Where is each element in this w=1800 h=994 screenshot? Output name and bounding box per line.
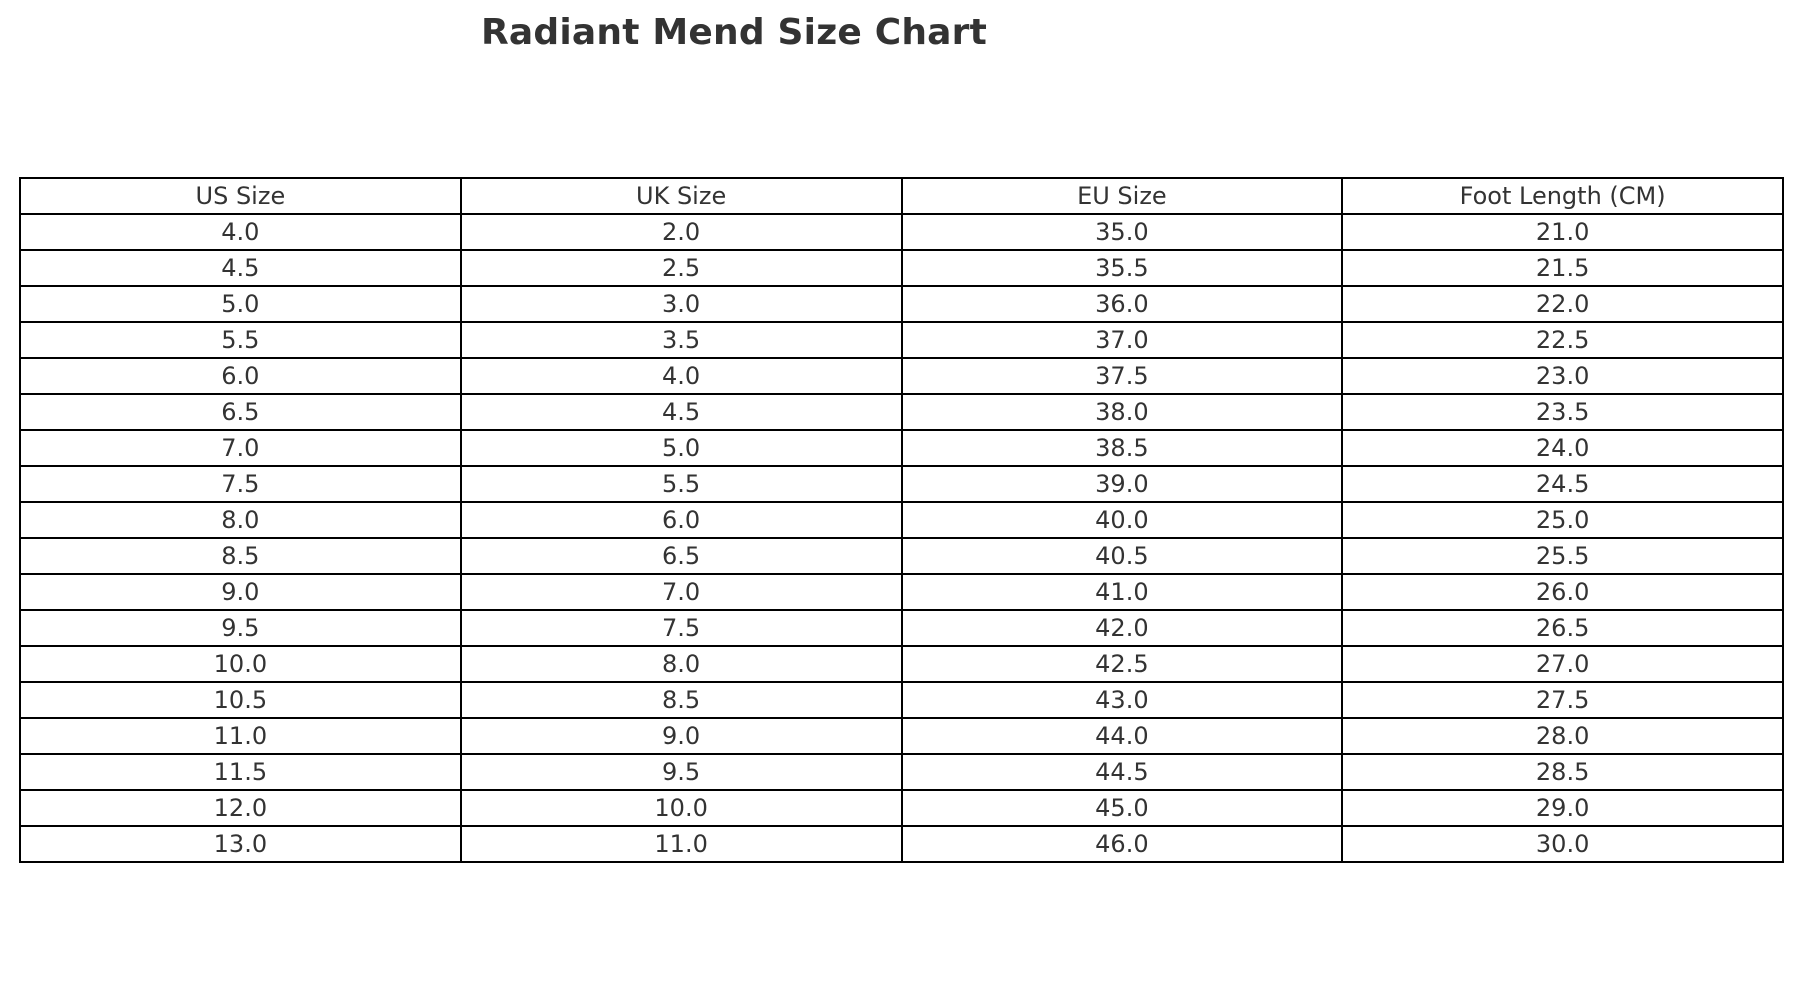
us-size-cell: 12.0 [20, 790, 461, 826]
table-row [20, 754, 1783, 790]
us-size-cell: 6.0 [20, 358, 461, 394]
uk-size-cell: 3.5 [461, 322, 902, 358]
us-size-cell: 11.0 [20, 718, 461, 754]
eu-size-cell: 45.0 [902, 790, 1343, 826]
us-size-cell: 7.0 [20, 430, 461, 466]
us-size-cell: 11.5 [20, 754, 461, 790]
eu-size-cell: 35.0 [902, 214, 1343, 250]
us-size-cell: 4.0 [20, 214, 461, 250]
eu-size-cell: 42.0 [902, 610, 1343, 646]
foot-length-cell: 28.0 [1342, 718, 1783, 754]
column-header-eu-size: EU Size [902, 178, 1343, 214]
foot-length-cell: 21.5 [1342, 250, 1783, 286]
chart-title: Radiant Mend Size Chart [480, 12, 988, 53]
column-header-foot-length: Foot Length (CM) [1342, 178, 1783, 214]
us-size-cell: 9.5 [20, 610, 461, 646]
table-row [20, 538, 1783, 574]
us-size-cell: 6.5 [20, 394, 461, 430]
table-row [20, 358, 1783, 394]
table-row [20, 502, 1783, 538]
eu-size-cell: 38.0 [902, 394, 1343, 430]
foot-length-cell: 22.5 [1342, 322, 1783, 358]
uk-size-cell: 4.5 [461, 394, 902, 430]
eu-size-cell: 39.0 [902, 466, 1343, 502]
table-row [20, 646, 1783, 682]
table-header-row [20, 178, 1783, 214]
column-header-uk-size: UK Size [461, 178, 902, 214]
uk-size-cell: 6.0 [461, 502, 902, 538]
uk-size-cell: 9.5 [461, 754, 902, 790]
table-row [20, 286, 1783, 322]
foot-length-cell: 23.0 [1342, 358, 1783, 394]
us-size-cell: 8.0 [20, 502, 461, 538]
uk-size-cell: 11.0 [461, 826, 902, 862]
table-row [20, 718, 1783, 754]
foot-length-cell: 27.5 [1342, 682, 1783, 718]
us-size-cell: 10.0 [20, 646, 461, 682]
foot-length-cell: 27.0 [1342, 646, 1783, 682]
eu-size-cell: 37.5 [902, 358, 1343, 394]
uk-size-cell: 8.5 [461, 682, 902, 718]
eu-size-cell: 38.5 [902, 430, 1343, 466]
table-row [20, 394, 1783, 430]
uk-size-cell: 8.0 [461, 646, 902, 682]
us-size-cell: 13.0 [20, 826, 461, 862]
foot-length-cell: 24.5 [1342, 466, 1783, 502]
table-row [20, 430, 1783, 466]
uk-size-cell: 6.5 [461, 538, 902, 574]
foot-length-cell: 26.0 [1342, 574, 1783, 610]
foot-length-cell: 26.5 [1342, 610, 1783, 646]
uk-size-cell: 9.0 [461, 718, 902, 754]
us-size-cell: 8.5 [20, 538, 461, 574]
foot-length-cell: 21.0 [1342, 214, 1783, 250]
eu-size-cell: 42.5 [902, 646, 1343, 682]
eu-size-cell: 44.0 [902, 718, 1343, 754]
table-row [20, 466, 1783, 502]
eu-size-cell: 35.5 [902, 250, 1343, 286]
table-row [20, 826, 1783, 862]
eu-size-cell: 44.5 [902, 754, 1343, 790]
foot-length-cell: 30.0 [1342, 826, 1783, 862]
foot-length-cell: 25.0 [1342, 502, 1783, 538]
uk-size-cell: 5.5 [461, 466, 902, 502]
us-size-cell: 7.5 [20, 466, 461, 502]
uk-size-cell: 3.0 [461, 286, 902, 322]
foot-length-cell: 25.5 [1342, 538, 1783, 574]
eu-size-cell: 43.0 [902, 682, 1343, 718]
uk-size-cell: 7.5 [461, 610, 902, 646]
uk-size-cell: 2.5 [461, 250, 902, 286]
foot-length-cell: 28.5 [1342, 754, 1783, 790]
eu-size-cell: 37.0 [902, 322, 1343, 358]
uk-size-cell: 2.0 [461, 214, 902, 250]
size-chart-table [19, 177, 1784, 863]
foot-length-cell: 23.5 [1342, 394, 1783, 430]
uk-size-cell: 10.0 [461, 790, 902, 826]
us-size-cell: 9.0 [20, 574, 461, 610]
foot-length-cell: 22.0 [1342, 286, 1783, 322]
column-header-us-size: US Size [20, 178, 461, 214]
table-row [20, 322, 1783, 358]
us-size-cell: 5.5 [20, 322, 461, 358]
table-body [20, 214, 1783, 862]
us-size-cell: 10.5 [20, 682, 461, 718]
uk-size-cell: 4.0 [461, 358, 902, 394]
eu-size-cell: 36.0 [902, 286, 1343, 322]
table-row [20, 682, 1783, 718]
us-size-cell: 4.5 [20, 250, 461, 286]
table-row [20, 250, 1783, 286]
eu-size-cell: 41.0 [902, 574, 1343, 610]
eu-size-cell: 40.0 [902, 502, 1343, 538]
table-row [20, 790, 1783, 826]
table-row [20, 610, 1783, 646]
foot-length-cell: 24.0 [1342, 430, 1783, 466]
us-size-cell: 5.0 [20, 286, 461, 322]
uk-size-cell: 5.0 [461, 430, 902, 466]
table-row [20, 574, 1783, 610]
uk-size-cell: 7.0 [461, 574, 902, 610]
eu-size-cell: 40.5 [902, 538, 1343, 574]
foot-length-cell: 29.0 [1342, 790, 1783, 826]
table-row [20, 214, 1783, 250]
eu-size-cell: 46.0 [902, 826, 1343, 862]
